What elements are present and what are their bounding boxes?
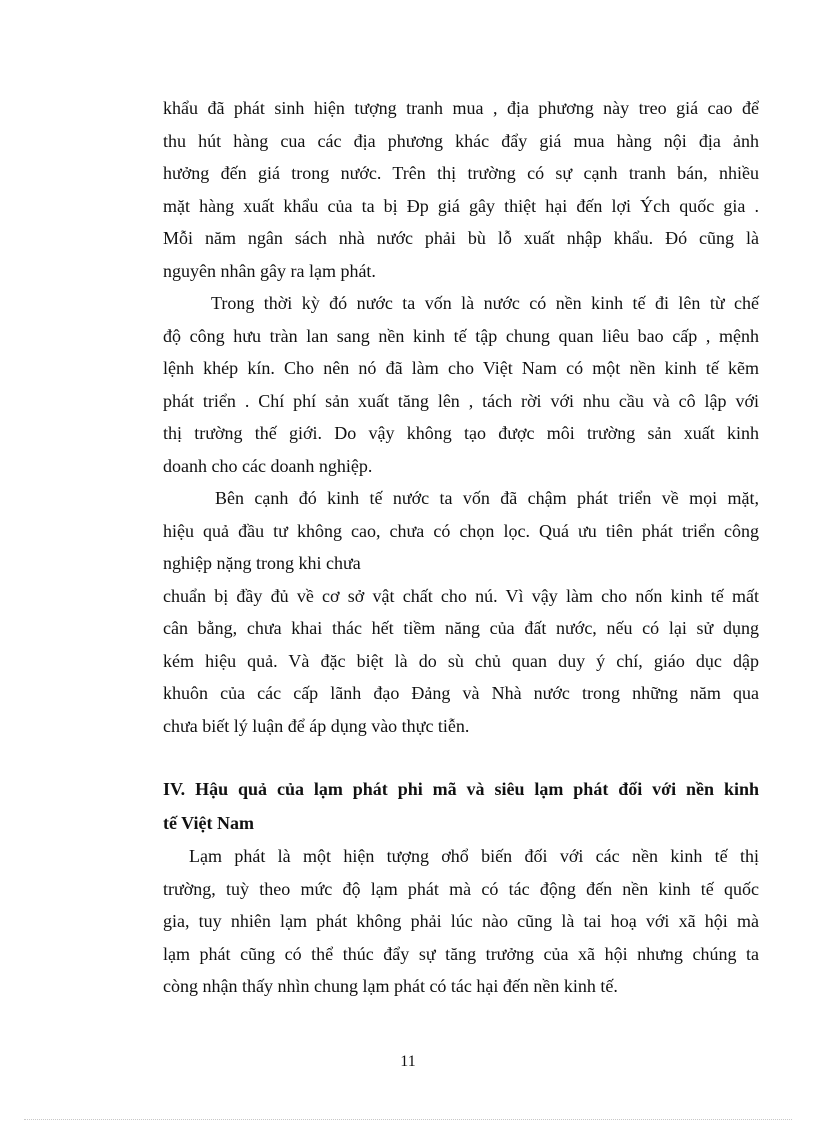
paragraph-line: trường, tuỳ theo mức độ lạm phát mà có tác động đến nền kinh tế quốc [163, 878, 759, 899]
paragraph-line: nghiệp nặng trong khi chưa [163, 553, 361, 573]
paragraph-line: lệnh khép kín. Cho nên nó đã làm cho Việt Nam có một nền kinh tế kẽm [163, 358, 759, 378]
paragraph-line: Trong thời kỳ đó nước ta vốn là nước có nền kinh tế đi lên từ chế [211, 293, 759, 313]
paragraph-line: hiệu quả đầu tư không cao, chưa có chọn lọc. Quá ưu tiên phát triển công [163, 520, 759, 541]
paragraph-line: phát triển . Chí phí sản xuất tăng lên , tách rời với nhu cầu và cô lập với [163, 390, 759, 411]
paragraph-line: cân bằng, chưa khai thác hết tiềm năng của đất nước, nếu có lại sử dụng [163, 618, 759, 638]
paragraph-line: nguyên nhân gây ra lạm phát. [163, 260, 376, 281]
section-heading [163, 772, 759, 840]
paragraph-line: kém hiệu quả. Và đặc biệt là do sù chủ quan duy ý chí, giáo dục dập [163, 650, 759, 671]
paragraph-line: doanh cho các doanh nghiệp. [163, 455, 373, 476]
paragraph-line: mặt hàng xuất khẩu của ta bị Đp giá gây thiệt hại đến lợi Ých quốc gia . [163, 195, 759, 216]
paragraph-line: độ công hưu tràn lan sang nền kinh tế tập chung quan liêu bao cấp , mệnh [163, 325, 759, 346]
page-number: 11 [400, 1053, 416, 1070]
paragraph-line: còng nhận thấy nhìn chung lạm phát có tác hại đến nền kinh tế. [163, 976, 618, 996]
paragraph-line: lạm phát cũng có thể thúc đẩy sự tăng trưởng của xã hội nhưng chúng ta [163, 943, 759, 964]
paragraph-line: thị trường thế giới. Do vậy không tạo được môi trường sản xuất kinh [163, 423, 759, 443]
paragraph-line: khẩu đã phát sinh hiện tượng tranh mua , địa phương này treo giá cao để [163, 98, 759, 118]
paragraph-line: Mỗi năm ngân sách nhà nước phải bù lỗ xuất nhập khẩu. Đó cũng là [163, 228, 759, 248]
paragraph-line: chưa biết lý luận để áp dụng vào thực tiễn. [163, 715, 470, 736]
heading-line: tế Việt Nam [163, 813, 254, 833]
paragraph-line: chuẩn bị đầy đủ về cơ sở vật chất cho nú. Vì vậy làm cho nốn kinh tế mất [163, 585, 759, 606]
section-gap [163, 742, 759, 772]
paragraph-line: hưởng đến giá trong nước. Trên thị trường có sự cạnh tranh bán, nhiều [163, 163, 759, 183]
paragraph-trade-consequences [163, 92, 759, 287]
paragraph-line: Bên cạnh đó kinh tế nước ta vốn đã chậm phát triển về mọi mặt, [215, 488, 759, 508]
heading-line: IV. Hậu quả của lạm phát phi mã và siêu lạm phát đối với nền kinh [163, 779, 759, 799]
page-content [163, 92, 759, 1003]
paragraph-line: gia, tuy nhiên lạm phát không phải lúc nào cũng là tai hoạ với xã hội mà [163, 911, 759, 931]
paragraph-line: khuôn của các cấp lãnh đạo Đảng và Nhà nước trong những năm qua [163, 683, 759, 703]
paragraph-line: thu hút hàng cua các địa phương khác đẩy giá mua hàng nội địa ảnh [163, 130, 759, 151]
page-bottom-border [24, 1119, 792, 1120]
paragraph-line: Lạm phát là một hiện tượng ơhổ biến đối với các nền kinh tế thị [189, 846, 759, 866]
paragraph-economic-system [163, 287, 759, 482]
paragraph-slow-development [163, 482, 759, 742]
paragraph-inflation-effects [163, 840, 759, 1003]
